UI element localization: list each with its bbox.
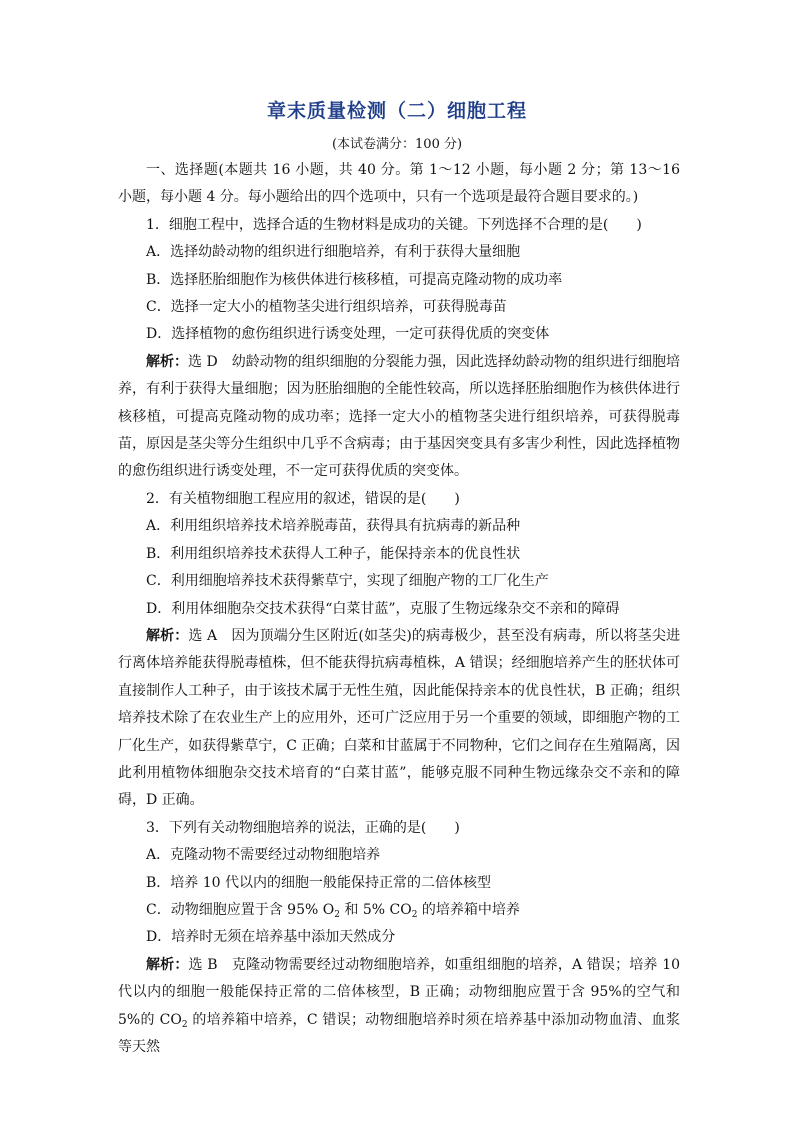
analysis-label: 解析： (146, 627, 189, 644)
question-3-option-d: D．培养时无须在培养基中添加天然成分 (146, 929, 396, 946)
question-3-option-b: B．培养 10 代以内的细胞一般能保持正常的二倍体核型 (146, 874, 492, 891)
question-1-option-b: B．选择胚胎细胞作为核供体进行核移植，可提高克隆动物的成功率 (146, 271, 563, 288)
analysis-label: 解析： (146, 956, 189, 973)
document-body (118, 157, 680, 1061)
question-3-option-a: A．克隆动物不需要经过动物细胞培养 (146, 847, 381, 864)
analysis-label: 解析： (146, 353, 189, 370)
question-2-option-a: A．利用组织培养技术培养脱毒苗，获得具有抗病毒的新品种 (146, 518, 521, 535)
page-title: 章末质量检测（二）细胞工程 (266, 100, 527, 122)
question-3-analysis: 解析：选 B 克隆动物需要经过动物细胞培养，如重组细胞的培养，A 错误；培养 10 代以内的细胞一般能保持正常的二倍体核型，B 正确；动物细胞应置于含 95%的空气和 5%的 $CO_2$ 的培养箱中培养，C 错误；动物细胞培养时须在培养基中添加动物血清、血浆等天然 (118, 956, 681, 1055)
page-subtitle: (本试卷满分：100 分) (331, 137, 463, 152)
section-intro: 一、选择题(本题共 16 小题，共 40 分。第 1～12 小题，每小题 2 分；第 13～16 小题，每小题 4 分。每小题给出的四个选项中，只有一个选项是最符合题目要求的。) (118, 162, 680, 206)
question-1-option-d: D．选择植物的愈伤组织进行诱变处理，一定可获得优质的突变体 (146, 326, 550, 343)
question-1-option-c: C．选择一定大小的植物茎尖进行组织培养，可获得脱毒苗 (146, 299, 507, 316)
question-2-analysis (118, 623, 680, 815)
question-2-option-b: B．利用组织培养技术获得人工种子，能保持亲本的优良性状 (146, 545, 521, 562)
question-3-option-c: C．动物细胞应置于含 95% $O_2$ 和 5% $CO_2$ 的培养箱中培养 (146, 901, 520, 920)
question-2-option-c: C．利用细胞培养技术获得紫草宁，实现了细胞产物的工厂化生产 (146, 573, 549, 590)
question-1-analysis (118, 349, 680, 486)
question-2-stem: 2．有关植物细胞工程应用的叙述，错误的是( ) (146, 490, 460, 507)
question-1-option-a: A．选择幼龄动物的组织进行细胞培养，有利于获得大量细胞 (146, 244, 521, 261)
analysis-text: 选 D 幼龄动物的组织细胞的分裂能力强，因此选择幼龄动物的组织进行细胞培养，有利于获得大量细胞；因为胚胎细胞的全能性较高，所以选择胚胎细胞作为核供体进行核移植，可提高克隆动物的成功率；选择一定大小的植物茎尖进行组织培养，可获得脱毒苗，原因是茎尖等分生组织中几乎不含病毒；由于基因突变具有多害少利性，因此选择植物的愈伤组织进行诱变处理，不一定可获得优质的突变体。 (118, 353, 680, 480)
question-1-stem: 1．细胞工程中，选择合适的生物材料是成功的关键。下列选择不合理的是( ) (146, 216, 642, 233)
question-2-option-d: D．利用体细胞杂交技术获得“白菜甘蓝”，克服了生物远缘杂交不亲和的障碍 (146, 600, 620, 617)
analysis-text: 选 A 因为顶端分生区附近(如茎尖)的病毒极少，甚至没有病毒，所以将茎尖进行离体培养能获得脱毒植株，但不能获得抗病毒植株，A 错误；经细胞培养产生的胚状体可直接制作人工种子，由于该技术属于无性生殖，因此能保持亲本的优良性状，B 正确；组织培养技术除了在农业生产上的应用外，还可广泛应用于另一个重要的领域，即细胞产物的工厂化生产，如获得紫草宁，C 正确；白菜和甘蓝属于不同物种，它们之间存在生殖隔离，因此利用植物体细胞杂交技术培育的“白菜甘蓝”，能够克服不同种生物远缘杂交不亲和的障碍，D 正确。 (118, 627, 681, 809)
question-3-stem: 3．下列有关动物细胞培养的说法，正确的是( ) (146, 819, 460, 836)
